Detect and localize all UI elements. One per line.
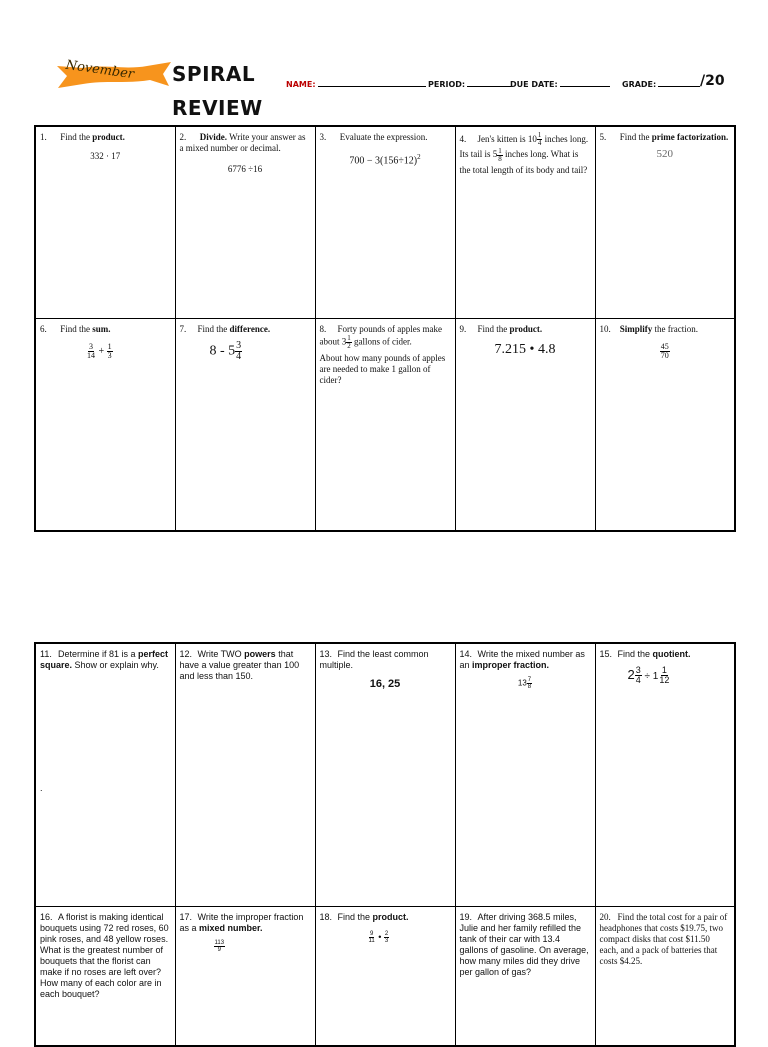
period-field[interactable] <box>428 78 511 89</box>
problem-1-expression: 332 · 17 <box>90 151 121 161</box>
problem-17-cell[interactable]: 17. Write the improper fraction as a mixed number. $\frac{113}{9}$ <box>175 906 315 1046</box>
problem-14-cell[interactable]: 14. Write the mixed number as an improper fraction. 13 $\frac{7}{8}$ <box>455 643 595 906</box>
problem-2-expression: 6776 ÷16 <box>227 164 263 174</box>
problem-3-cell[interactable]: 3. Evaluate the expression. $700 - 3(156\div 12)^2$ <box>315 126 455 318</box>
problem-3-expression: $700 - 3(156\div 12)^2$ <box>349 153 421 167</box>
problem-20-cell[interactable]: 20. Find the total cost for a pair of headphones that costs $19.75, two compact disks that cost $11.50 each, and a pack of batteries that costs $4.25. <box>595 906 735 1046</box>
problems-table-top <box>34 125 736 532</box>
problem-18-expression: $\frac{9}{11}$ • $\frac{2}{3}$ <box>368 930 389 944</box>
due-date-field[interactable] <box>510 78 610 89</box>
problem-9-cell[interactable]: 9. Find the product. 7.215 • 4.8 <box>455 318 595 531</box>
problem-13-cell[interactable]: 13. Find the least common multiple. 16, 25 <box>315 643 455 906</box>
problem-4-cell[interactable]: 4. Jen's kitten is 10 $\frac{1}{4}$ inches long. Its tail is 5 $\frac{1}{8}$ inches long. What is the total length of its body and tail? <box>455 126 595 318</box>
problem-5-cell[interactable]: 5. Find the prime factorization. 520 <box>595 126 735 318</box>
grade-field[interactable] <box>622 78 700 89</box>
problem-10-expression: $\frac{45}{70}$ <box>660 341 669 360</box>
problem-19-cell[interactable]: 19. After driving 368.5 miles, Julie and her family refilled the tank of their car with 13.4 gallons of gasoline. On average, how many miles did they drive per gallon of gas? <box>455 906 595 1046</box>
banner-text: November <box>64 57 135 83</box>
due-date-label: DUE DATE: <box>510 80 558 89</box>
problem-15-expression: 2 $\frac{3}{4}$ ÷ 1 $\frac{1}{12}$ <box>627 665 670 685</box>
problem-17-expression: $\frac{113}{9}$ <box>214 939 225 953</box>
page-title-line2: REVIEW <box>172 96 263 120</box>
problem-1-cell[interactable]: 1. Find the product. 332 · 17 <box>35 126 175 318</box>
grade-total: /20 <box>700 73 725 89</box>
problem-18-cell[interactable]: 18. Find the product. $\frac{9}{11}$ • $\frac{2}{3}$ <box>315 906 455 1046</box>
problems-table-bottom <box>34 642 736 1047</box>
period-label: PERIOD: <box>428 80 466 89</box>
problem-11-cell[interactable]: 11. Determine if 81 is a perfect square. Show or explain why. . <box>35 643 175 906</box>
problem-9-expression: 7.215 • 4.8 <box>494 341 556 357</box>
problem-13-expression: 16, 25 <box>369 678 401 690</box>
problem-6-cell[interactable]: 6. Find the sum. $\frac{3}{14}$ + $\frac{1}{3}$ <box>35 318 175 531</box>
problem-15-cell[interactable]: 15. Find the quotient. 2 $\frac{3}{4}$ ÷ 1 $\frac{1}{12}$ <box>595 643 735 906</box>
problem-12-cell[interactable]: 12. Write TWO powers that have a value greater than 100 and less than 150. <box>175 643 315 906</box>
problem-10-cell[interactable]: 10. Simplify the fraction. $\frac{45}{70}$ <box>595 318 735 531</box>
problem-16-cell[interactable]: 16. A florist is making identical bouquets using 72 red roses, 60 pink roses, and 48 yellow roses. What is the greatest number of bouquets that the florist can make if no roses are left over? How many of each color are in each bouquet? <box>35 906 175 1046</box>
page-title-line1: SPIRAL <box>172 62 256 86</box>
grade-label: GRADE: <box>622 80 657 89</box>
name-field[interactable] <box>286 78 426 89</box>
problem-5-expression: 520 <box>656 148 673 160</box>
problem-6-expression: $\frac{3}{14}$ + $\frac{1}{3}$ <box>87 341 112 360</box>
problem-8-cell[interactable]: 8. Forty pounds of apples make about 3 $\frac{1}{2}$ gallons of cider. About how many pounds of apples are needed to make 1 gallon of cider? <box>315 318 455 531</box>
problem-14-expression: 13 $\frac{7}{8}$ <box>517 677 532 690</box>
name-label: NAME: <box>286 80 316 89</box>
problem-7-cell[interactable]: 7. Find the difference. 8 - 5 $\frac{3}{4}$ <box>175 318 315 531</box>
problem-2-cell[interactable]: 2. Divide. Write your answer as a mixed number or decimal. 6776 ÷16 <box>175 126 315 318</box>
problem-7-expression: 8 - 5 $\frac{3}{4}$ <box>209 339 242 362</box>
november-banner <box>55 50 173 98</box>
